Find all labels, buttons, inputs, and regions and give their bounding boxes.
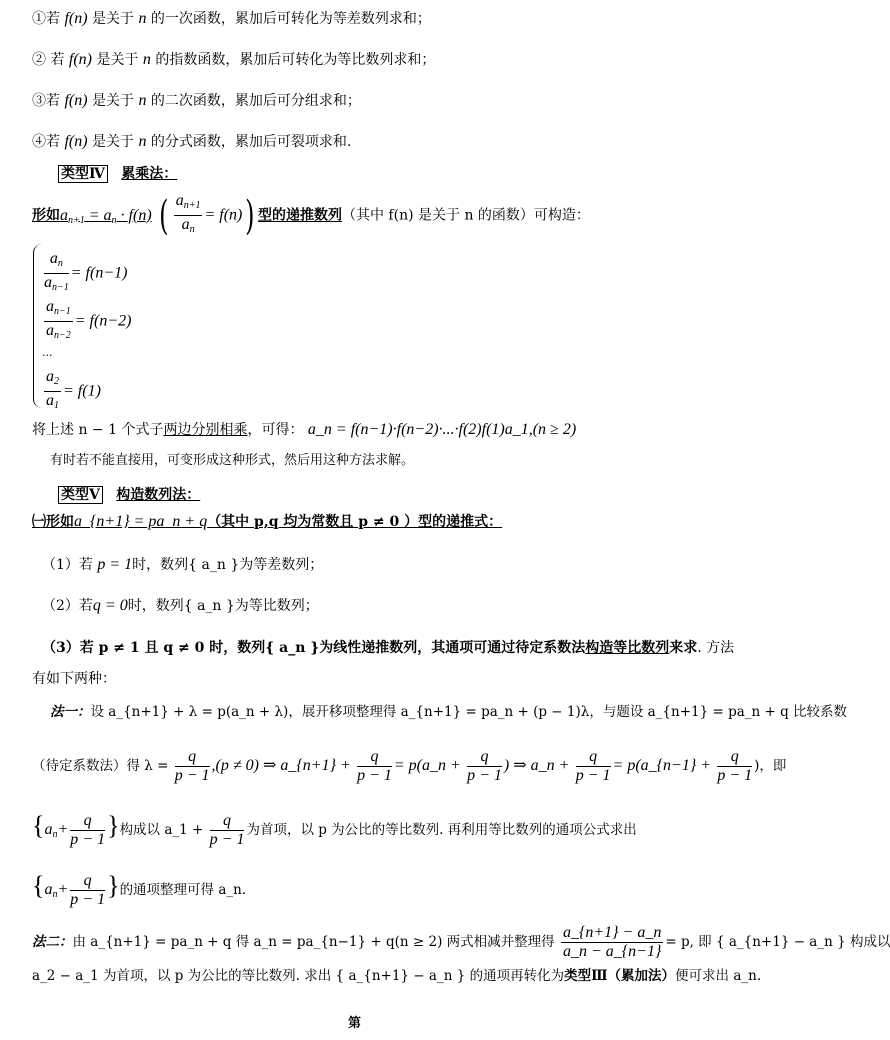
right-brace: } xyxy=(107,871,120,900)
left-brace: { xyxy=(32,871,45,900)
text: 的通项整理可得 a_n. xyxy=(119,882,247,898)
text: ，可得： xyxy=(247,422,304,438)
text: 设 a_{n+1} + λ = p(a_n + λ)，展开移项整理得 a_{n+1} = pa_n + (p − 1)λ，与题设 a_{n+1} = pa_n + q 比较系数 xyxy=(90,704,848,720)
item-1 xyxy=(32,10,431,28)
method2-line1 xyxy=(32,922,890,962)
text: a_2 − a_1 为首项，以 p 为公比的等比数列. 求出 { a_{n+1} − a_n } 的通项再转化为 xyxy=(32,968,565,984)
text: 若 xyxy=(50,52,69,68)
text: （待定系数法）得 λ = xyxy=(32,758,169,774)
item-4 xyxy=(32,133,351,151)
denominator: p − 1 xyxy=(467,767,502,784)
text: 由 a_{n+1} = pa_n + q 得 a_n = pa_{n−1} + q(n ≥ 2) 两式相减并整理得 xyxy=(72,934,555,950)
numerator: q xyxy=(576,748,611,767)
math: ) ⇒ a_n + xyxy=(503,757,570,774)
type5-sub1 xyxy=(32,513,502,531)
type4-conclusion xyxy=(32,421,576,439)
text: （2）若 xyxy=(42,598,93,614)
math: = p(a_n + xyxy=(393,757,461,774)
method1-line1 xyxy=(50,703,847,721)
text: ㈠形如 xyxy=(32,514,74,530)
numerator: q xyxy=(175,748,210,767)
type5-case3-cont: 有如下两种： xyxy=(32,671,116,687)
math: f(n) xyxy=(64,10,88,27)
fraction xyxy=(717,748,752,785)
type5-heading xyxy=(58,486,200,504)
type4-heading xyxy=(58,165,177,183)
denominator: a_n − a_{n−1} xyxy=(562,943,662,960)
fraction xyxy=(561,924,663,961)
text: 若 xyxy=(46,93,65,109)
type-tag: 类型Ⅴ xyxy=(58,486,103,504)
system-eq-2 xyxy=(42,298,131,345)
denominator: $a_n$ xyxy=(181,216,195,235)
method2-line2 xyxy=(32,967,761,985)
text: （1）若 xyxy=(42,557,98,573)
denominator: $a_{n-1}$ xyxy=(44,274,69,293)
method1-line3 xyxy=(32,806,637,855)
numerator: q xyxy=(210,812,245,831)
type5-case3 xyxy=(42,639,734,657)
fraction xyxy=(44,368,61,415)
math: n xyxy=(138,133,147,150)
denominator: p − 1 xyxy=(575,767,611,784)
text: = p, 即 { a_{n+1} − a_n } 构成以 xyxy=(665,934,890,950)
text: 的一次函数，累加后可转化为等差数列求和； xyxy=(146,11,431,27)
text: 是关于 xyxy=(92,52,143,68)
text: 的指数函数，累加后可转化为等比数列求和； xyxy=(150,52,436,68)
math: a_n = f(n−1)·f(n−2)·...·f(2)f(1)a_1,(n ≥ 2) xyxy=(307,421,577,438)
text: 形如 xyxy=(32,207,60,224)
denominator: $a_1$ xyxy=(46,392,59,411)
numerator: $a_2$ xyxy=(44,368,61,392)
denominator: p − 1 xyxy=(357,767,392,784)
math: f(n) xyxy=(64,92,88,109)
method-label: 法二： xyxy=(32,934,73,950)
text: 型的递推数列 xyxy=(257,207,342,224)
item-mark: ② xyxy=(32,52,51,68)
item-3 xyxy=(32,92,361,110)
text: 的分式函数，累加后可裂项求和. xyxy=(146,134,352,150)
math: p = 1 xyxy=(97,556,133,573)
fraction xyxy=(70,812,105,849)
denominator: p − 1 xyxy=(717,767,753,784)
type5-case2 xyxy=(42,597,319,615)
math: = p(a_{n−1} + xyxy=(612,757,712,774)
numerator: a_{n+1} − a_n xyxy=(562,924,662,941)
method1-line4 xyxy=(32,866,246,915)
math: a_{n+1} = pa_n + q xyxy=(74,513,208,530)
math: f(n) xyxy=(68,51,93,68)
left-brace xyxy=(33,244,42,408)
numerator: q xyxy=(717,748,752,767)
denominator: p − 1 xyxy=(209,831,245,848)
fraction xyxy=(576,748,611,785)
numerator: $a_{n+1}$ xyxy=(174,192,203,216)
fraction xyxy=(357,748,392,785)
math: $a_{n+1} = a_n \cdot f(n)$ xyxy=(60,206,152,226)
math: f(n) xyxy=(64,133,88,150)
numerator: q xyxy=(70,812,105,831)
text: 是关于 xyxy=(87,11,139,27)
text: 若 xyxy=(46,134,65,150)
fraction xyxy=(210,812,245,849)
text: 时，数列{ a_n }为等差数列； xyxy=(132,557,324,573)
math: $a_n+$ xyxy=(44,821,69,840)
fraction xyxy=(467,748,502,785)
type-tag: 类型Ⅳ xyxy=(58,165,108,183)
text: . 方法 xyxy=(697,640,735,656)
numerator: q xyxy=(357,748,392,767)
math: ,(p ≠ 0) ⇒ a_{n+1} + xyxy=(211,757,351,774)
numerator: $a_{n-1}$ xyxy=(44,298,73,322)
numerator: q xyxy=(70,872,105,891)
left-brace: { xyxy=(32,811,45,840)
method-label: 法一： xyxy=(50,704,91,720)
text: 是关于 xyxy=(87,93,139,109)
text: 的二次函数，累加后可分组求和； xyxy=(146,93,361,109)
system-eq-4 xyxy=(42,368,101,415)
text: （3）若 p ≠ 1 且 q ≠ 0 时，数列{ a_n }为线性递推数列，其通项可通过待定系数法 xyxy=(42,640,586,656)
math: n xyxy=(138,92,147,109)
numerator: $a_n$ xyxy=(44,250,69,274)
math: = f(1) xyxy=(63,382,101,400)
fraction xyxy=(44,250,69,297)
right-paren: ) xyxy=(245,192,255,239)
fraction xyxy=(174,192,203,239)
left-paren: ( xyxy=(159,192,169,239)
math: = f(n−1) xyxy=(70,264,128,282)
item-mark: ④ xyxy=(32,134,46,150)
system-ellipsis: ... xyxy=(42,346,53,359)
item-mark: ③ xyxy=(32,93,46,109)
system-eq-1 xyxy=(42,250,127,297)
type4-note: 有时若不能直接用，可变形成这种形式，然后用这种方法求解。 xyxy=(50,453,415,468)
fraction xyxy=(44,298,73,345)
text: 类型Ⅲ（累加法） xyxy=(564,968,676,984)
math: = f(n) xyxy=(204,206,243,224)
denominator: p − 1 xyxy=(70,891,106,908)
text: 来求 xyxy=(669,640,698,656)
page-footer: 第 xyxy=(347,1016,361,1031)
right-brace: } xyxy=(107,811,120,840)
math: q = 0 xyxy=(92,597,128,614)
type4-form xyxy=(32,192,590,241)
math: $a_n+$ xyxy=(44,881,69,900)
text: 时，数列{ a_n }为等比数列； xyxy=(127,598,319,614)
text: 两边分别相乘 xyxy=(163,422,248,438)
text: 将上述 n − 1 个式子 xyxy=(32,422,164,438)
section-title: 累乘法： xyxy=(121,166,178,182)
type5-case1 xyxy=(42,556,323,574)
text: 是关于 xyxy=(87,134,139,150)
item-2 xyxy=(32,51,435,69)
text: （其中 p,q 均为常数且 p ≠ 0 ）型的递推式： xyxy=(207,514,503,530)
text: )，即 xyxy=(754,758,787,774)
text: 构造等比数列 xyxy=(585,640,670,656)
text: 便可求出 a_n. xyxy=(675,968,762,984)
math: = f(n−2) xyxy=(74,312,132,330)
fraction xyxy=(175,748,210,785)
math: n xyxy=(142,51,151,68)
denominator: $a_{n-2}$ xyxy=(46,322,71,341)
denominator: p − 1 xyxy=(70,831,106,848)
method1-line2 xyxy=(32,746,786,786)
text: 若 xyxy=(46,11,65,27)
item-mark: ① xyxy=(32,11,46,27)
fraction xyxy=(70,872,105,909)
text: （其中 f(n) 是关于 n 的函数）可构造： xyxy=(341,207,590,224)
math: n xyxy=(138,10,147,27)
text: 构成以 a_1 + xyxy=(119,822,204,838)
numerator: q xyxy=(467,748,502,767)
text: 为首项，以 p 为公比的等比数列. 再利用等比数列的通项公式求出 xyxy=(246,822,637,838)
denominator: p − 1 xyxy=(174,767,210,784)
section-title: 构造数列法： xyxy=(116,487,201,503)
